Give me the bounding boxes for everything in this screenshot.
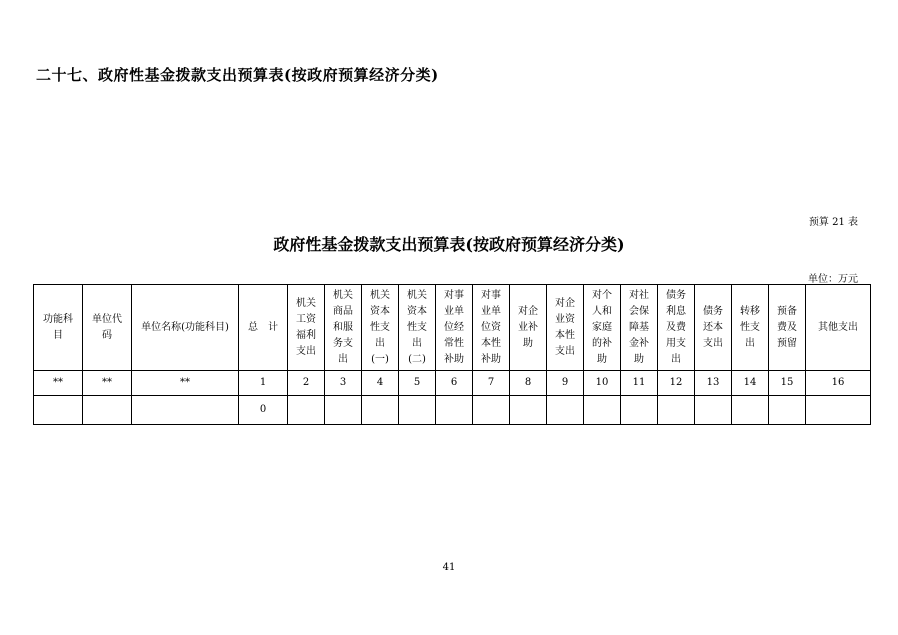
index-cell: 13 [695,371,732,396]
header-cell: 机关 资本 性支 出 (二) [399,285,436,371]
data-cell [34,396,83,425]
data-cell [695,396,732,425]
header-cell: 对社 会保 障基 金补 助 [621,285,658,371]
header-cell: 债务 利息 及费 用支 出 [658,285,695,371]
index-cell: 14 [732,371,769,396]
index-cell: ** [34,371,83,396]
unit-note: 单位：万元 [808,274,858,285]
table-row [34,396,871,425]
data-cell [732,396,769,425]
index-cell: 1 [239,371,288,396]
index-row [34,371,871,396]
header-cell: 单位代 码 [83,285,132,371]
data-cell [658,396,695,425]
header-cell: 机关 商品 和服 务支 出 [325,285,362,371]
data-cell [510,396,547,425]
header-cell: 机关 资本 性支 出 (一) [362,285,399,371]
header-cell: 对企 业补 助 [510,285,547,371]
data-cell [325,396,362,425]
header-cell: 机关 工资 福利 支出 [288,285,325,371]
header-cell: 总 计 [239,285,288,371]
index-cell: ** [83,371,132,396]
header-cell: 转移 性支 出 [732,285,769,371]
header-cell: 对个 人和 家庭 的补 助 [584,285,621,371]
index-cell: 5 [399,371,436,396]
data-cell [83,396,132,425]
page-number: 41 [442,562,456,573]
data-cell [769,396,806,425]
header-cell: 预备 费及 预留 [769,285,806,371]
header-cell: 债务 还本 支出 [695,285,732,371]
header-cell: 对事 业单 位经 常性 补助 [436,285,473,371]
data-cell [806,396,871,425]
data-cell [288,396,325,425]
data-cell [547,396,584,425]
index-cell: 8 [510,371,547,396]
index-cell: 12 [658,371,695,396]
form-code: 预算 21 表 [808,217,858,228]
index-cell: 9 [547,371,584,396]
data-cell [584,396,621,425]
index-cell: 11 [621,371,658,396]
index-cell: 2 [288,371,325,396]
header-cell: 对事 业单 位资 本性 补助 [473,285,510,371]
data-cell [436,396,473,425]
budget-table [33,284,871,425]
index-cell: ** [132,371,239,396]
index-cell: 4 [362,371,399,396]
index-cell: 16 [806,371,871,396]
header-cell: 对企 业资 本性 支出 [547,285,584,371]
header-cell: 其他支出 [806,285,871,371]
data-cell [399,396,436,425]
data-cell [473,396,510,425]
header-row [34,285,871,371]
section-heading: 二十七、政府性基金拨款支出预算表(按政府预算经济分类) [36,66,439,84]
index-cell: 7 [473,371,510,396]
index-cell: 3 [325,371,362,396]
index-cell: 10 [584,371,621,396]
data-cell [132,396,239,425]
header-cell: 单位名称(功能科目) [132,285,239,371]
header-cell: 功能科 目 [34,285,83,371]
data-cell: 0 [239,396,288,425]
data-cell [621,396,658,425]
index-cell: 6 [436,371,473,396]
table-title: 政府性基金拨款支出预算表(按政府预算经济分类) [273,235,625,254]
data-cell [362,396,399,425]
index-cell: 15 [769,371,806,396]
